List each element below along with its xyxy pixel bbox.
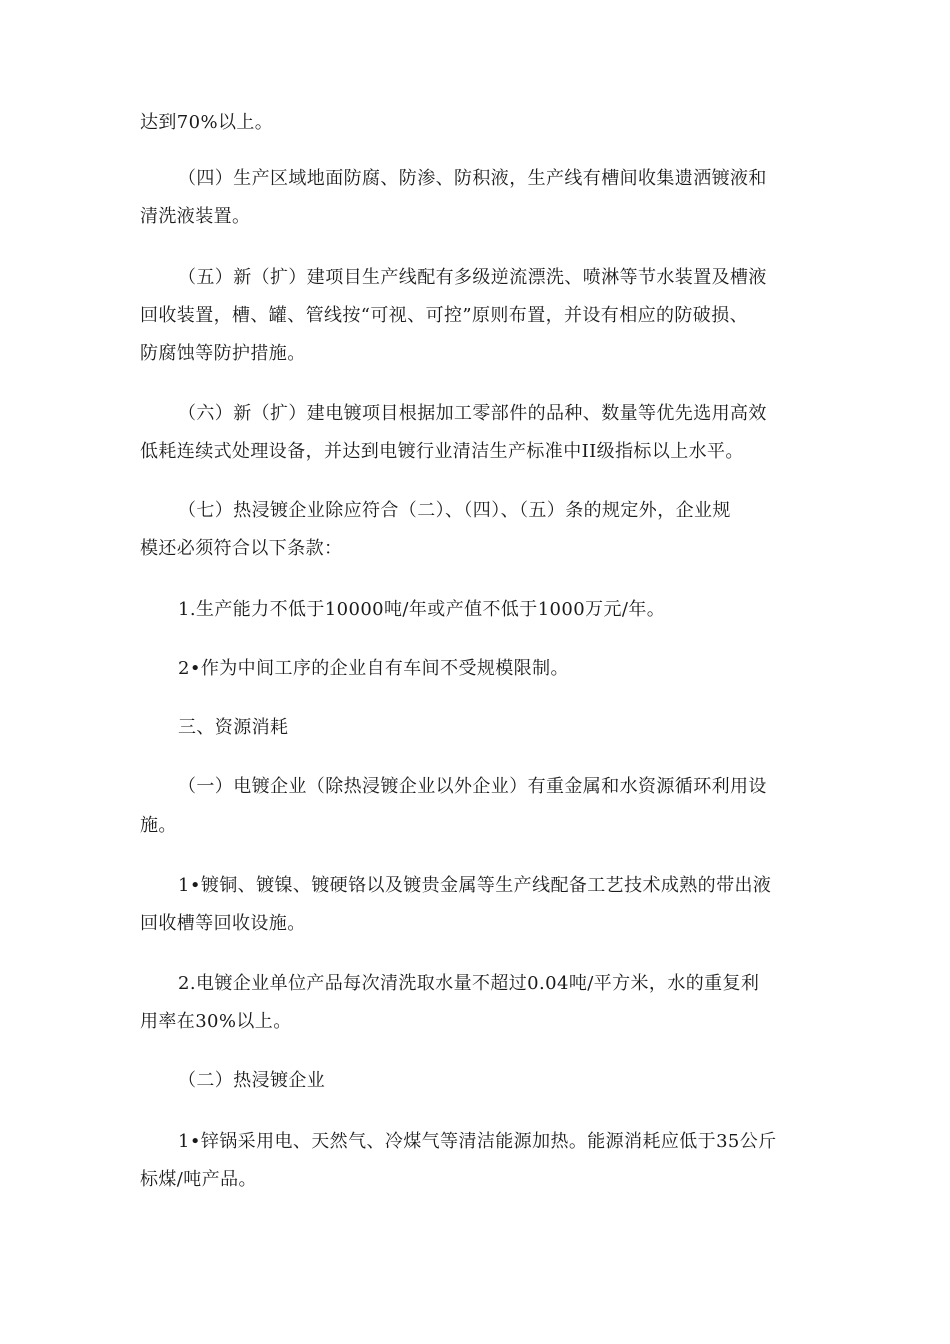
text-line: 达到70%以上。 — [140, 112, 274, 133]
text-line: 低耗连续式处理设备，并达到电镀行业清洁生产标准中II级指标以上水平。 — [140, 441, 744, 462]
text-line: 2.电镀企业单位产品每次清洗取水量不超过0.04吨/平方米，水的重复利 — [178, 973, 760, 994]
text-line: 清洗液装置。 — [140, 206, 251, 227]
text-line: 2•作为中间工序的企业自有车间不受规模限制。 — [178, 658, 569, 679]
text-line: 1•镀铜、镀镍、镀硬铬以及镀贵金属等生产线配备工艺技术成熟的带出液 — [178, 875, 772, 896]
text-line: （七）热浸镀企业除应符合（二）、（四）、（五）条的规定外，企业规 — [178, 500, 731, 521]
text-line: 模还必须符合以下条款： — [140, 538, 343, 559]
text-line: 1.生产能力不低于10000吨/年或产值不低于1000万元/年。 — [178, 599, 666, 620]
text-line: 标煤/吨产品。 — [140, 1169, 257, 1190]
subsection-heading: （二）热浸镀企业 — [178, 1070, 326, 1091]
text-line: 1•锌锅采用电、天然气、冷煤气等清洁能源加热。能源消耗应低于35公斤 — [178, 1131, 777, 1152]
text-line: （六）新（扩）建电镀项目根据加工零部件的品种、数量等优先选用高效 — [178, 403, 767, 424]
text-line: 防腐蚀等防护措施。 — [140, 343, 306, 364]
text-line: （四）生产区域地面防腐、防渗、防积液，生产线有槽间收集遗洒镀液和 — [178, 168, 767, 189]
text-line: 回收装置，槽、罐、管线按“可视、可控”原则布置，并设有相应的防破损、 — [140, 305, 749, 326]
section-heading: 三、资源消耗 — [178, 717, 289, 738]
text-line: （五）新（扩）建项目生产线配有多级逆流漂洗、喷淋等节水装置及槽液 — [178, 267, 767, 288]
text-line: （一）电镀企业（除热浸镀企业以外企业）有重金属和水资源循环利用设 — [178, 776, 767, 797]
text-line: 回收槽等回收设施。 — [140, 913, 306, 934]
text-line: 施。 — [140, 815, 177, 836]
text-line: 用率在30%以上。 — [140, 1011, 292, 1032]
